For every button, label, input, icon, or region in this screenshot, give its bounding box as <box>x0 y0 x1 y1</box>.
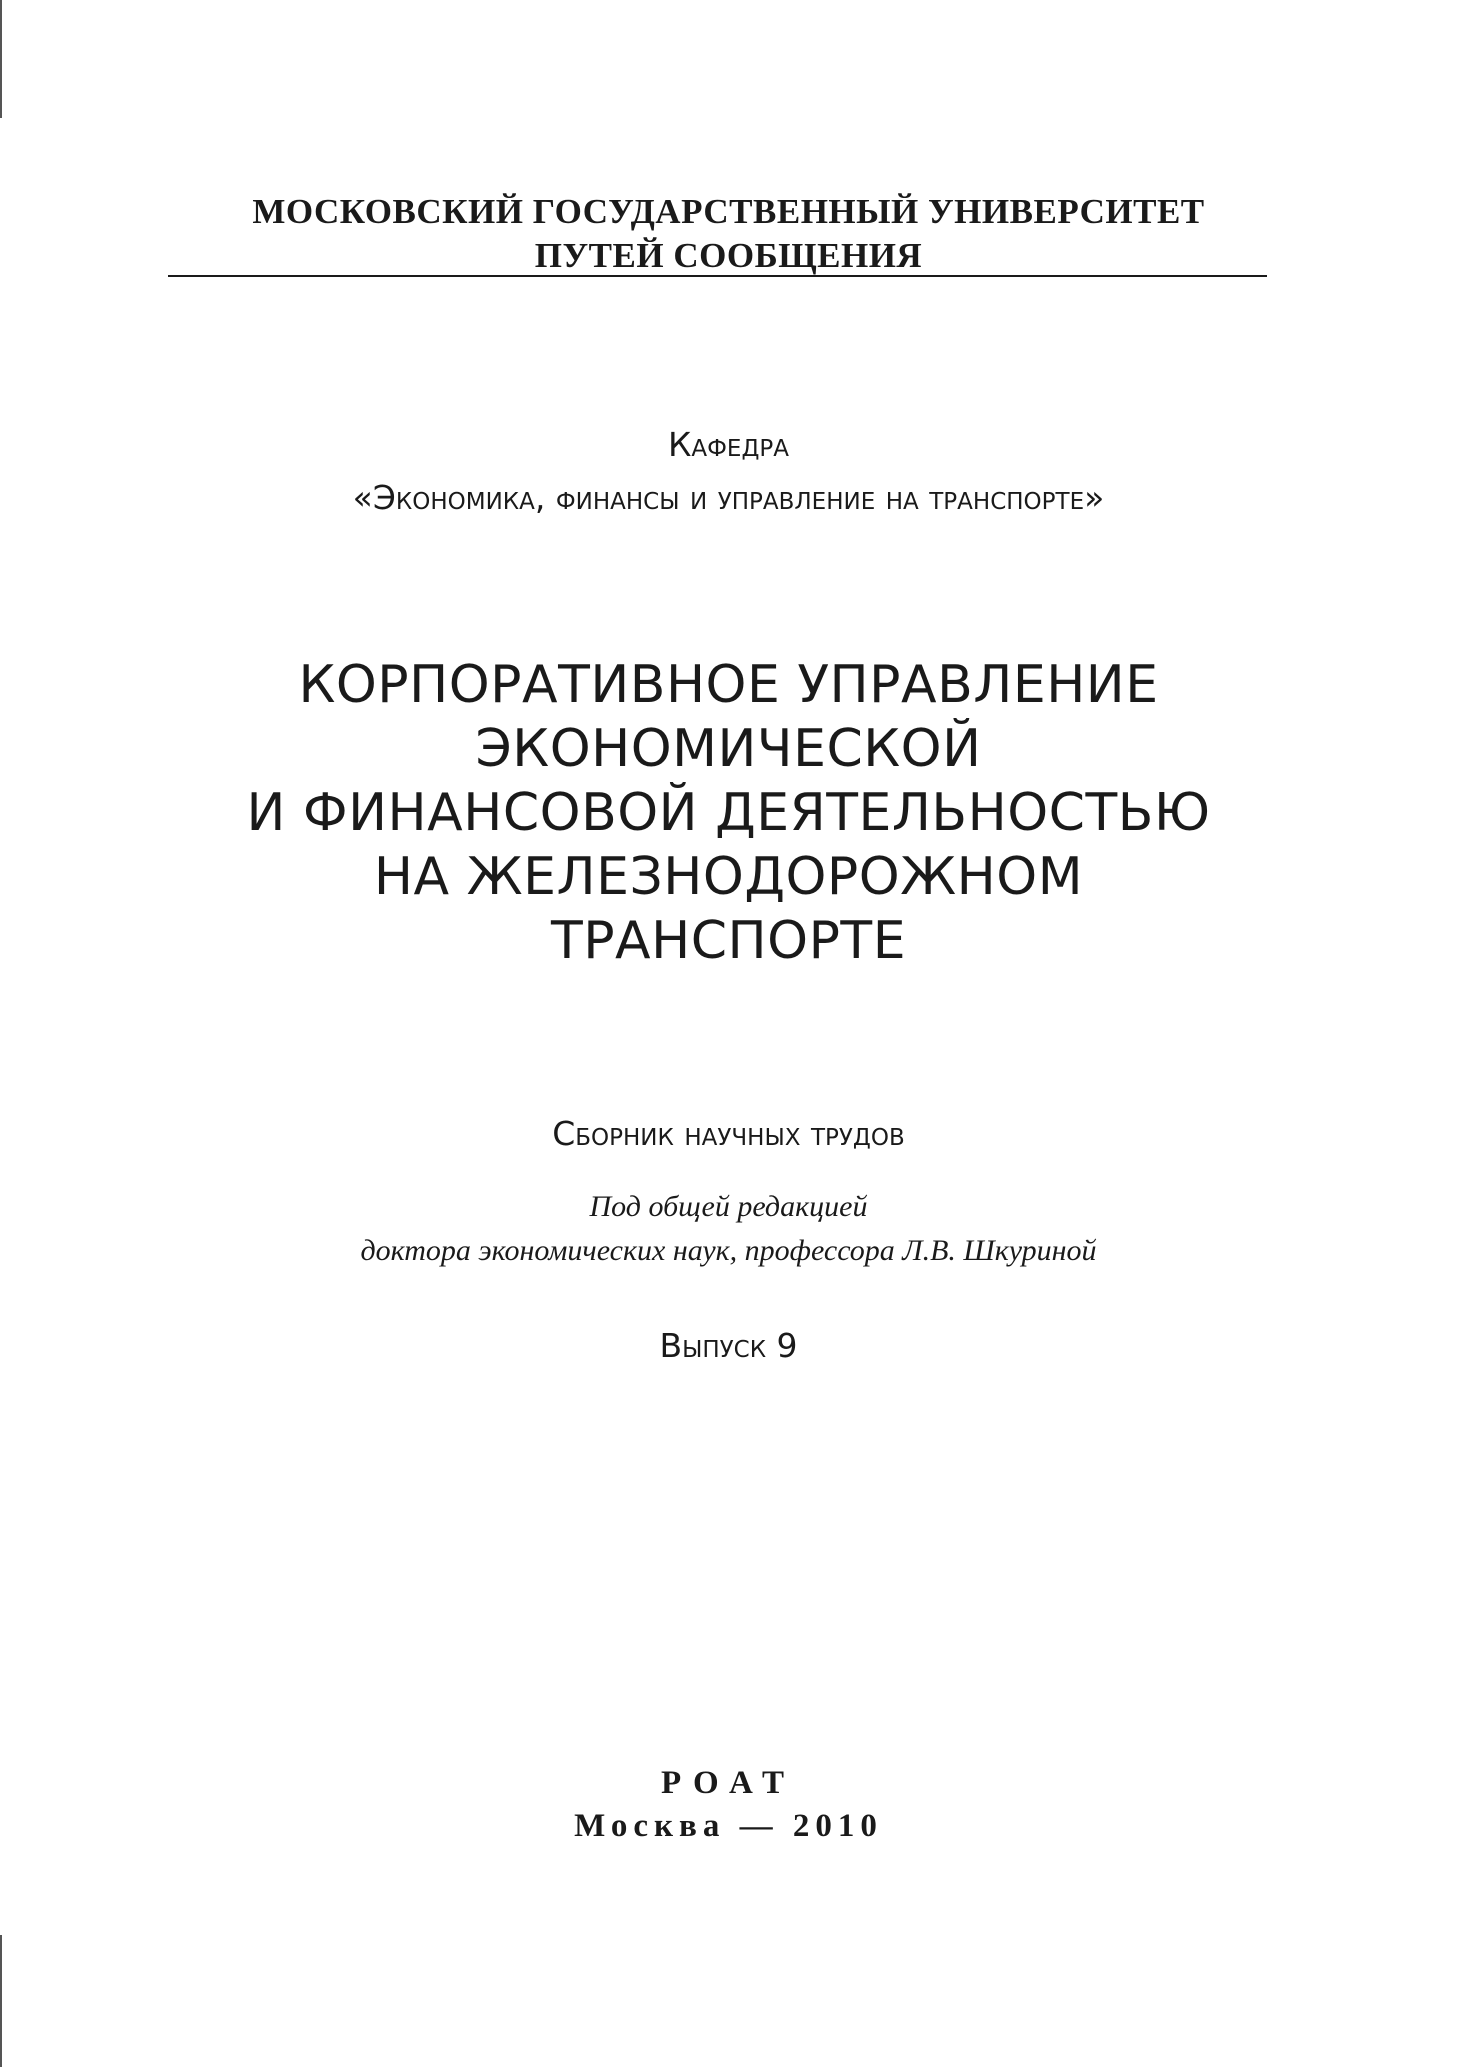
header-rule <box>168 275 1267 277</box>
city-year: Москва — 2010 <box>574 1808 883 1844</box>
crop-mark-top <box>0 0 2 118</box>
book-title-line-5: ТРАНСПОРТЕ <box>550 911 907 971</box>
department-label: Кафедра <box>667 425 790 464</box>
crop-mark-bottom <box>0 1935 2 2067</box>
book-title-line-2: ЭКОНОМИЧЕСКОЙ <box>475 719 982 779</box>
book-title-line-4: НА ЖЕЛЕЗНОДОРОЖНОМ <box>373 847 1084 907</box>
editor-credit-line-2: доктора экономических наук, профессора Л.В. Шкуриной <box>360 1234 1097 1267</box>
book-title-line-1: КОРПОРАТИВНОЕ УПРАВЛЕНИЕ <box>298 655 1159 715</box>
university-name-line-1: МОСКОВСКИЙ ГОСУДАРСТВЕННЫЙ УНИВЕРСИТЕТ <box>252 192 1205 231</box>
book-title <box>0 653 1457 973</box>
editor-credit <box>0 1185 1457 1273</box>
department-name <box>0 418 1457 524</box>
issue-number: Выпуск 9 <box>659 1326 798 1365</box>
book-title-line-3: И ФИНАНСОВОЙ ДЕЯТЕЛЬНОСТЬЮ <box>246 783 1211 843</box>
collection-type: Сборник научных трудов <box>552 1114 905 1153</box>
university-name-line-2: ПУТЕЙ СООБЩЕНИЯ <box>534 236 923 275</box>
university-name <box>0 190 1457 278</box>
editor-credit-line-1: Под общей редакцией <box>589 1190 868 1223</box>
publisher-name: РОАТ <box>661 1765 796 1801</box>
department-title: «Экономика, финансы и управление на транспорте» <box>352 478 1105 517</box>
